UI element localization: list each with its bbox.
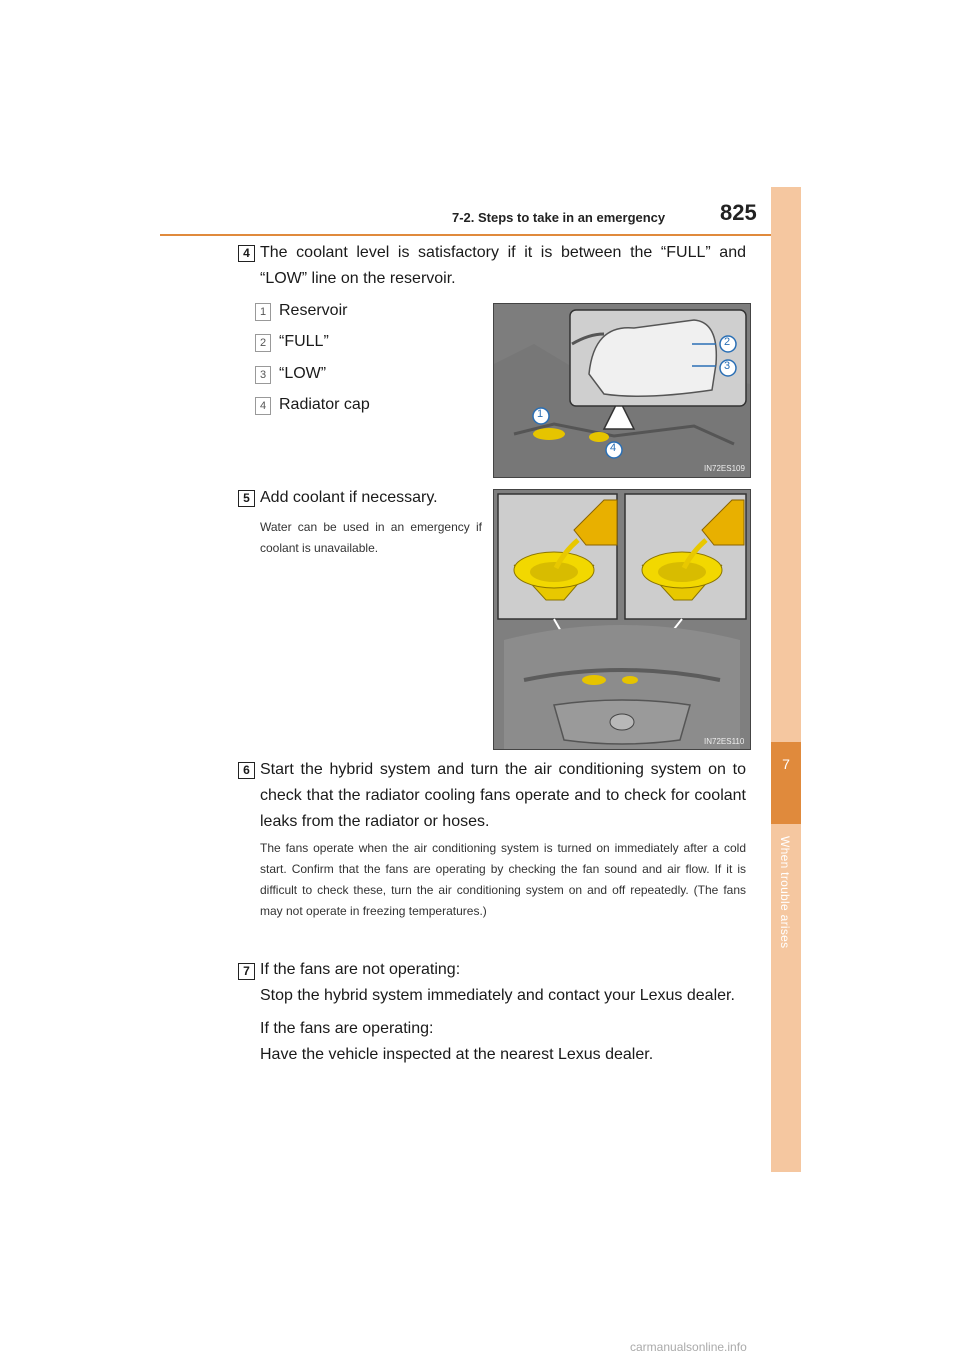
page-number: 825 <box>720 200 757 225</box>
step-6-note: The fans operate when the air conditioning system is turned on immediately after a cold start. Confirm that the fans are operating by checking the fan sound and air flow. If it is difficult to check these, turn the air conditioning system on and off repeatedly. (The fans may not operate in freezing temperatures.) <box>260 841 746 918</box>
chapter-number-box <box>771 742 801 824</box>
figure-2-code: IN72ES110 <box>704 737 745 746</box>
callout-2-label: “FULL” <box>279 333 329 350</box>
callout-4-label: Radiator cap <box>279 396 370 413</box>
step-6-marker: 6 <box>238 762 255 779</box>
step-7-line-2: Stop the hybrid system immediately and contact your Lexus dealer. <box>260 987 735 1004</box>
add-coolant-illustration <box>494 490 750 749</box>
callout-2-marker: 2 <box>255 334 271 352</box>
step-7-line-3: If the fans are operating: <box>260 1020 434 1037</box>
chapter-label: When trouble arises <box>778 836 792 949</box>
step-7-line-1: If the fans are not operating: <box>260 961 461 978</box>
step-5-note: Water can be used in an emergency if coolant is unavailable. <box>260 520 482 555</box>
figure-coolant-reservoir <box>493 303 751 478</box>
callout-1-marker: 1 <box>255 303 271 321</box>
fig1-callout-1: 1 <box>537 408 544 420</box>
callout-3-label: “LOW” <box>279 365 327 382</box>
section-title: 7-2. Steps to take in an emergency <box>452 210 666 225</box>
engine-bay-reservoir-illustration <box>494 304 750 477</box>
step-7-line-4: Have the vehicle inspected at the nearest Lexus dealer. <box>260 1046 654 1063</box>
fig1-callout-4: 4 <box>610 442 617 454</box>
callout-4-marker: 4 <box>255 397 271 415</box>
callout-3-marker: 3 <box>255 366 271 384</box>
step-4-text: The coolant level is satisfactory if it is between the “FULL” and “LOW” line on the reservoir. <box>260 244 746 287</box>
figure-1-code: IN72ES109 <box>704 464 745 473</box>
step-6-text: Start the hybrid system and turn the air conditioning system on to check that the radiator cooling fans operate and to check for coolant leaks from the radiator or hoses. <box>260 761 746 830</box>
fig1-callout-3: 3 <box>724 360 731 372</box>
fig1-callout-2: 2 <box>724 336 731 348</box>
header-rule <box>160 234 800 236</box>
figure-add-coolant <box>493 489 751 750</box>
chapter-number: 7 <box>782 756 790 772</box>
step-5-text: Add coolant if necessary. <box>260 489 438 506</box>
step-4-marker: 4 <box>238 245 255 262</box>
step-7-marker: 7 <box>238 963 255 980</box>
chapter-side-tab <box>771 187 801 1172</box>
watermark: carmanualsonline.info <box>630 1340 747 1354</box>
step-5-marker: 5 <box>238 490 255 507</box>
callout-1-label: Reservoir <box>279 302 348 319</box>
